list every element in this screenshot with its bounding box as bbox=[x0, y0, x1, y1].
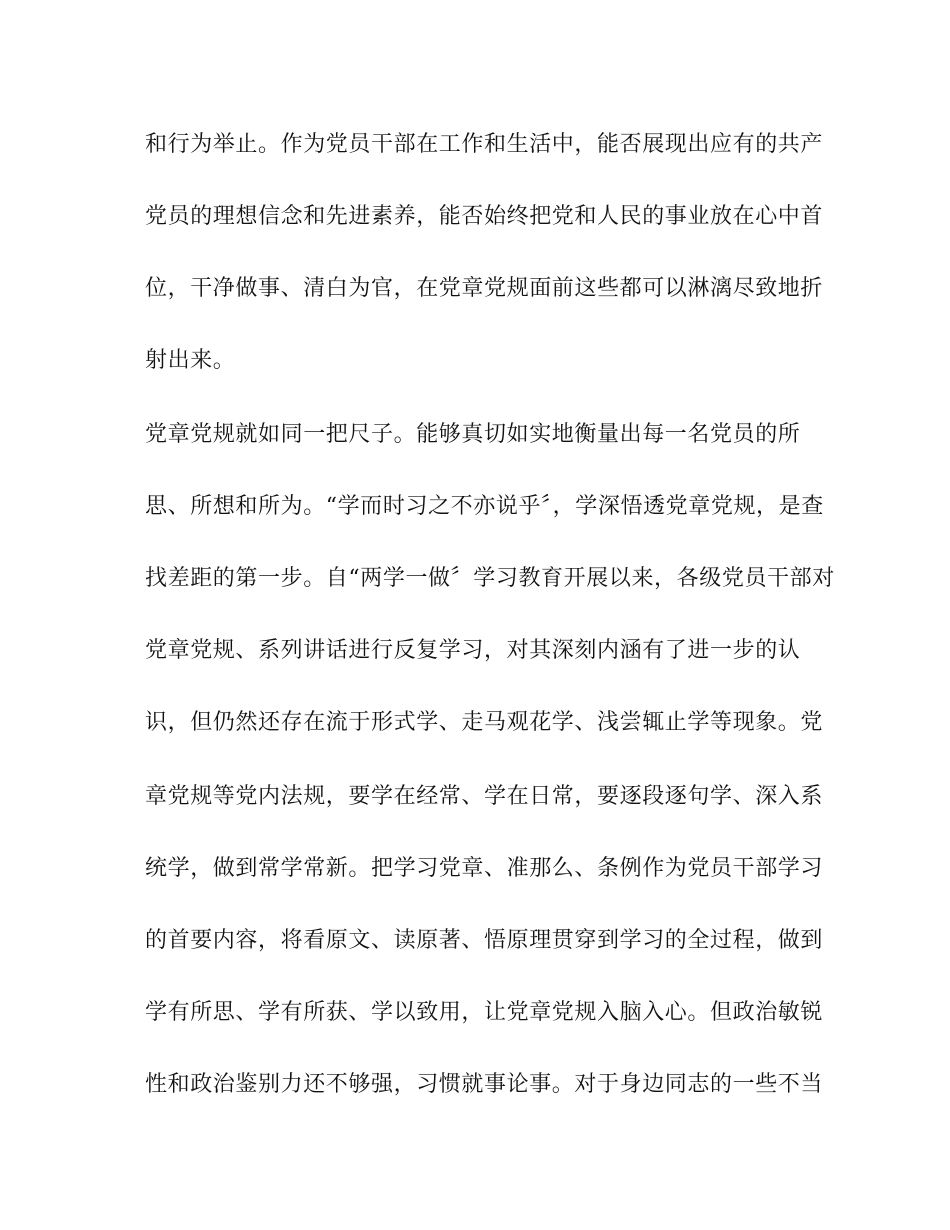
text-line: 性和政治鉴别力还不够强，习惯就事论事。对于身边同志的一些不当 bbox=[145, 1072, 824, 1097]
text-line: 章党规等党内法规，要学在经常、学在日常，要逐段逐句学、深入系 bbox=[145, 784, 824, 809]
text-line: 党章党规就如同一把尺子。能够真切如实地衡量出每一名党员的所 bbox=[145, 422, 801, 447]
text-line: 找差距的第一步。自“两学一做〞学习教育开展以来，各级党员干部对 bbox=[145, 566, 835, 591]
text-line: 思、所想和所为。“学而时习之不亦说乎〞，学深悟透党章党规，是查 bbox=[145, 494, 824, 519]
text-line: 党员的理想信念和先进素养，能否始终把党和人民的事业放在心中首 bbox=[145, 204, 824, 229]
text-line: 党章党规、系列讲话进行反复学习，对其深刻内涵有了进一步的认 bbox=[145, 638, 801, 663]
text-line: 位，干净做事、清白为官，在党章党规面前这些都可以淋漓尽致地折 bbox=[145, 276, 824, 301]
text-line: 统学，做到常学常新。把学习党章、准那么、条例作为党员干部学习 bbox=[145, 856, 824, 881]
text-line: 射出来。 bbox=[145, 348, 236, 373]
text-line: 识，但仍然还存在流于形式学、走马观花学、浅尝辄止学等现象。党 bbox=[145, 710, 824, 735]
text-line: 和行为举止。作为党员干部在工作和生活中，能否展现出应有的共产 bbox=[145, 132, 824, 157]
text-line: 学有所思、学有所获、学以致用，让党章党规入脑入心。但政治敏锐 bbox=[145, 1000, 824, 1025]
text-line: 的首要内容，将看原文、读原著、悟原理贯穿到学习的全过程，做到 bbox=[145, 928, 824, 953]
